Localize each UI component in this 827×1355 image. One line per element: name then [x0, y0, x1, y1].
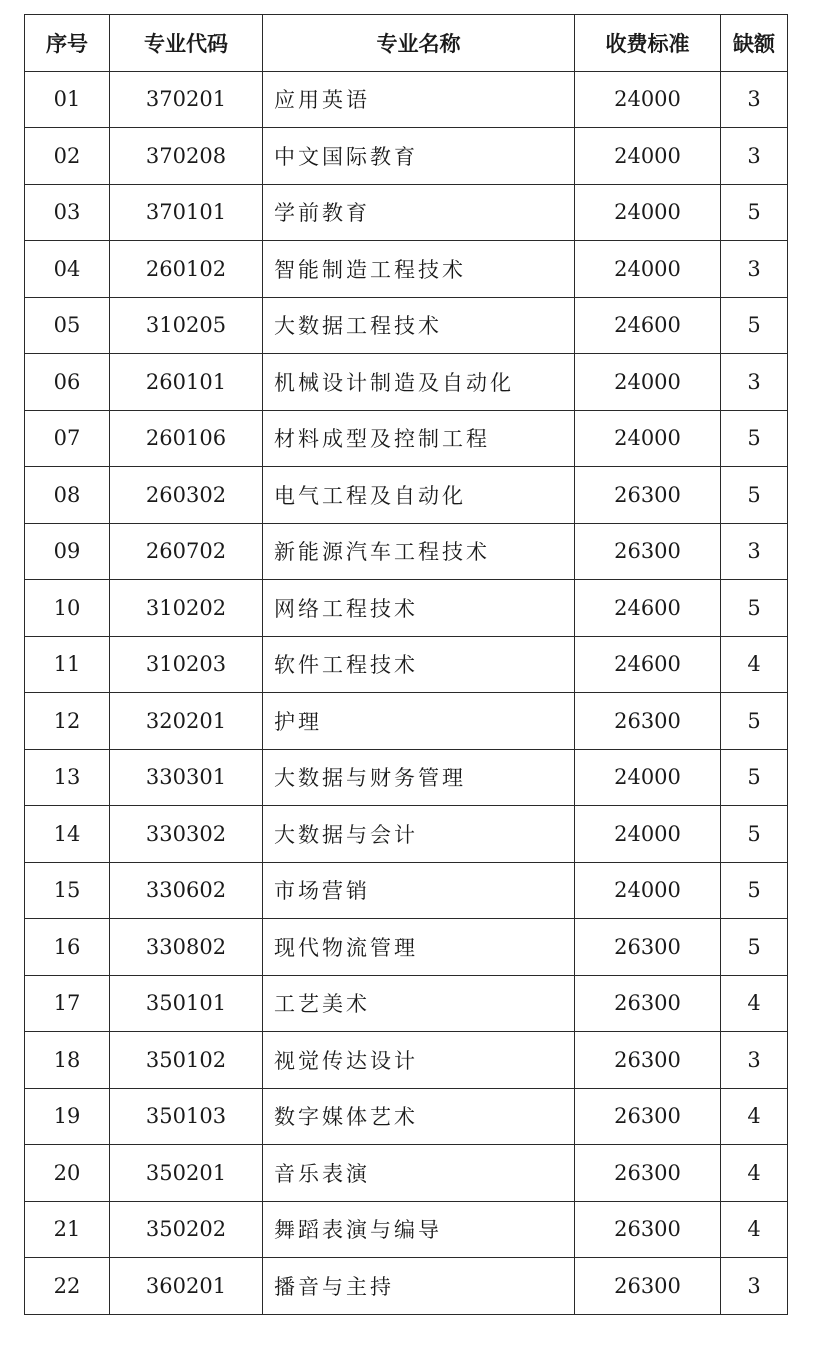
cell-index: 19 — [25, 1088, 110, 1145]
cell-index: 03 — [25, 184, 110, 241]
cell-major-name: 大数据与财务管理 — [263, 749, 575, 806]
table-row — [25, 467, 788, 524]
cell-major-code: 350202 — [110, 1201, 263, 1258]
cell-major-name: 数字媒体艺术 — [263, 1088, 575, 1145]
cell-index: 12 — [25, 693, 110, 750]
cell-fee: 26300 — [575, 1088, 721, 1145]
cell-index: 20 — [25, 1145, 110, 1202]
cell-fee: 26300 — [575, 1032, 721, 1089]
cell-major-name: 视觉传达设计 — [263, 1032, 575, 1089]
cell-major-code: 350101 — [110, 975, 263, 1032]
cell-major-code: 330602 — [110, 862, 263, 919]
cell-index: 11 — [25, 636, 110, 693]
table-row — [25, 410, 788, 467]
cell-vacancies: 5 — [721, 806, 788, 863]
cell-index: 08 — [25, 467, 110, 524]
majors-table — [24, 14, 788, 1315]
cell-vacancies: 3 — [721, 71, 788, 128]
cell-major-code: 310205 — [110, 297, 263, 354]
table-row — [25, 1258, 788, 1315]
cell-fee: 24000 — [575, 862, 721, 919]
cell-fee: 24000 — [575, 71, 721, 128]
cell-major-code: 260302 — [110, 467, 263, 524]
cell-index: 02 — [25, 128, 110, 185]
cell-major-name: 工艺美术 — [263, 975, 575, 1032]
cell-fee: 24000 — [575, 241, 721, 298]
header-index: 序号 — [25, 15, 110, 72]
table-row — [25, 1032, 788, 1089]
cell-index: 17 — [25, 975, 110, 1032]
cell-major-name: 大数据与会计 — [263, 806, 575, 863]
cell-vacancies: 3 — [721, 128, 788, 185]
cell-major-name: 音乐表演 — [263, 1145, 575, 1202]
cell-vacancies: 4 — [721, 1088, 788, 1145]
cell-vacancies: 4 — [721, 975, 788, 1032]
cell-fee: 24000 — [575, 749, 721, 806]
cell-major-name: 智能制造工程技术 — [263, 241, 575, 298]
cell-major-code: 320201 — [110, 693, 263, 750]
cell-major-code: 310202 — [110, 580, 263, 637]
cell-major-name: 材料成型及控制工程 — [263, 410, 575, 467]
cell-index: 15 — [25, 862, 110, 919]
table-row — [25, 919, 788, 976]
cell-index: 07 — [25, 410, 110, 467]
cell-vacancies: 5 — [721, 184, 788, 241]
cell-major-name: 应用英语 — [263, 71, 575, 128]
table-row — [25, 862, 788, 919]
cell-vacancies: 4 — [721, 1145, 788, 1202]
cell-major-name: 新能源汽车工程技术 — [263, 523, 575, 580]
cell-major-name: 学前教育 — [263, 184, 575, 241]
cell-major-code: 330302 — [110, 806, 263, 863]
cell-index: 14 — [25, 806, 110, 863]
table-row — [25, 354, 788, 411]
cell-vacancies: 5 — [721, 693, 788, 750]
table-row — [25, 523, 788, 580]
cell-fee: 26300 — [575, 693, 721, 750]
cell-fee: 26300 — [575, 1258, 721, 1315]
table-row — [25, 580, 788, 637]
table-row — [25, 1201, 788, 1258]
header-major-code: 专业代码 — [110, 15, 263, 72]
cell-major-code: 310203 — [110, 636, 263, 693]
cell-major-name: 软件工程技术 — [263, 636, 575, 693]
cell-vacancies: 3 — [721, 241, 788, 298]
cell-index: 13 — [25, 749, 110, 806]
cell-major-name: 现代物流管理 — [263, 919, 575, 976]
cell-vacancies: 5 — [721, 297, 788, 354]
cell-major-code: 370201 — [110, 71, 263, 128]
cell-major-code: 370101 — [110, 184, 263, 241]
cell-fee: 24000 — [575, 184, 721, 241]
cell-index: 10 — [25, 580, 110, 637]
cell-index: 09 — [25, 523, 110, 580]
cell-vacancies: 5 — [721, 580, 788, 637]
cell-major-code: 260106 — [110, 410, 263, 467]
cell-major-code: 330802 — [110, 919, 263, 976]
cell-vacancies: 5 — [721, 410, 788, 467]
cell-fee: 24000 — [575, 128, 721, 185]
cell-fee: 26300 — [575, 1201, 721, 1258]
table-row — [25, 975, 788, 1032]
cell-vacancies: 3 — [721, 1032, 788, 1089]
cell-fee: 26300 — [575, 467, 721, 524]
header-vacancies: 缺额 — [721, 15, 788, 72]
table-row — [25, 1088, 788, 1145]
cell-major-code: 350201 — [110, 1145, 263, 1202]
cell-major-code: 330301 — [110, 749, 263, 806]
cell-major-name: 市场营销 — [263, 862, 575, 919]
cell-major-name: 中文国际教育 — [263, 128, 575, 185]
cell-major-code: 360201 — [110, 1258, 263, 1315]
cell-major-code: 350103 — [110, 1088, 263, 1145]
cell-fee: 26300 — [575, 919, 721, 976]
cell-index: 16 — [25, 919, 110, 976]
table-row — [25, 184, 788, 241]
cell-major-name: 舞蹈表演与编导 — [263, 1201, 575, 1258]
cell-index: 21 — [25, 1201, 110, 1258]
cell-vacancies: 4 — [721, 636, 788, 693]
cell-index: 18 — [25, 1032, 110, 1089]
cell-vacancies: 5 — [721, 862, 788, 919]
table-header-row — [25, 15, 788, 72]
cell-fee: 24600 — [575, 297, 721, 354]
cell-vacancies: 3 — [721, 354, 788, 411]
cell-major-name: 大数据工程技术 — [263, 297, 575, 354]
cell-fee: 26300 — [575, 975, 721, 1032]
cell-major-code: 350102 — [110, 1032, 263, 1089]
cell-fee: 24600 — [575, 636, 721, 693]
cell-index: 05 — [25, 297, 110, 354]
cell-major-name: 机械设计制造及自动化 — [263, 354, 575, 411]
cell-index: 01 — [25, 71, 110, 128]
cell-major-code: 370208 — [110, 128, 263, 185]
cell-vacancies: 3 — [721, 523, 788, 580]
cell-major-code: 260102 — [110, 241, 263, 298]
cell-vacancies: 3 — [721, 1258, 788, 1315]
cell-fee: 24000 — [575, 410, 721, 467]
cell-major-name: 电气工程及自动化 — [263, 467, 575, 524]
cell-major-code: 260101 — [110, 354, 263, 411]
cell-major-name: 护理 — [263, 693, 575, 750]
table-row — [25, 297, 788, 354]
cell-fee: 24000 — [575, 354, 721, 411]
cell-vacancies: 4 — [721, 1201, 788, 1258]
cell-fee: 24600 — [575, 580, 721, 637]
cell-fee: 26300 — [575, 1145, 721, 1202]
cell-vacancies: 5 — [721, 467, 788, 524]
cell-major-code: 260702 — [110, 523, 263, 580]
cell-fee: 26300 — [575, 523, 721, 580]
table-body — [25, 71, 788, 1314]
cell-index: 22 — [25, 1258, 110, 1315]
cell-vacancies: 5 — [721, 919, 788, 976]
cell-index: 04 — [25, 241, 110, 298]
cell-index: 06 — [25, 354, 110, 411]
header-major-name: 专业名称 — [263, 15, 575, 72]
cell-major-name: 播音与主持 — [263, 1258, 575, 1315]
table-row — [25, 693, 788, 750]
table-row — [25, 1145, 788, 1202]
table-row — [25, 636, 788, 693]
cell-fee: 24000 — [575, 806, 721, 863]
table-row — [25, 128, 788, 185]
header-fee: 收费标准 — [575, 15, 721, 72]
table-row — [25, 241, 788, 298]
table-row — [25, 806, 788, 863]
table-row — [25, 71, 788, 128]
cell-vacancies: 5 — [721, 749, 788, 806]
table-row — [25, 749, 788, 806]
cell-major-name: 网络工程技术 — [263, 580, 575, 637]
